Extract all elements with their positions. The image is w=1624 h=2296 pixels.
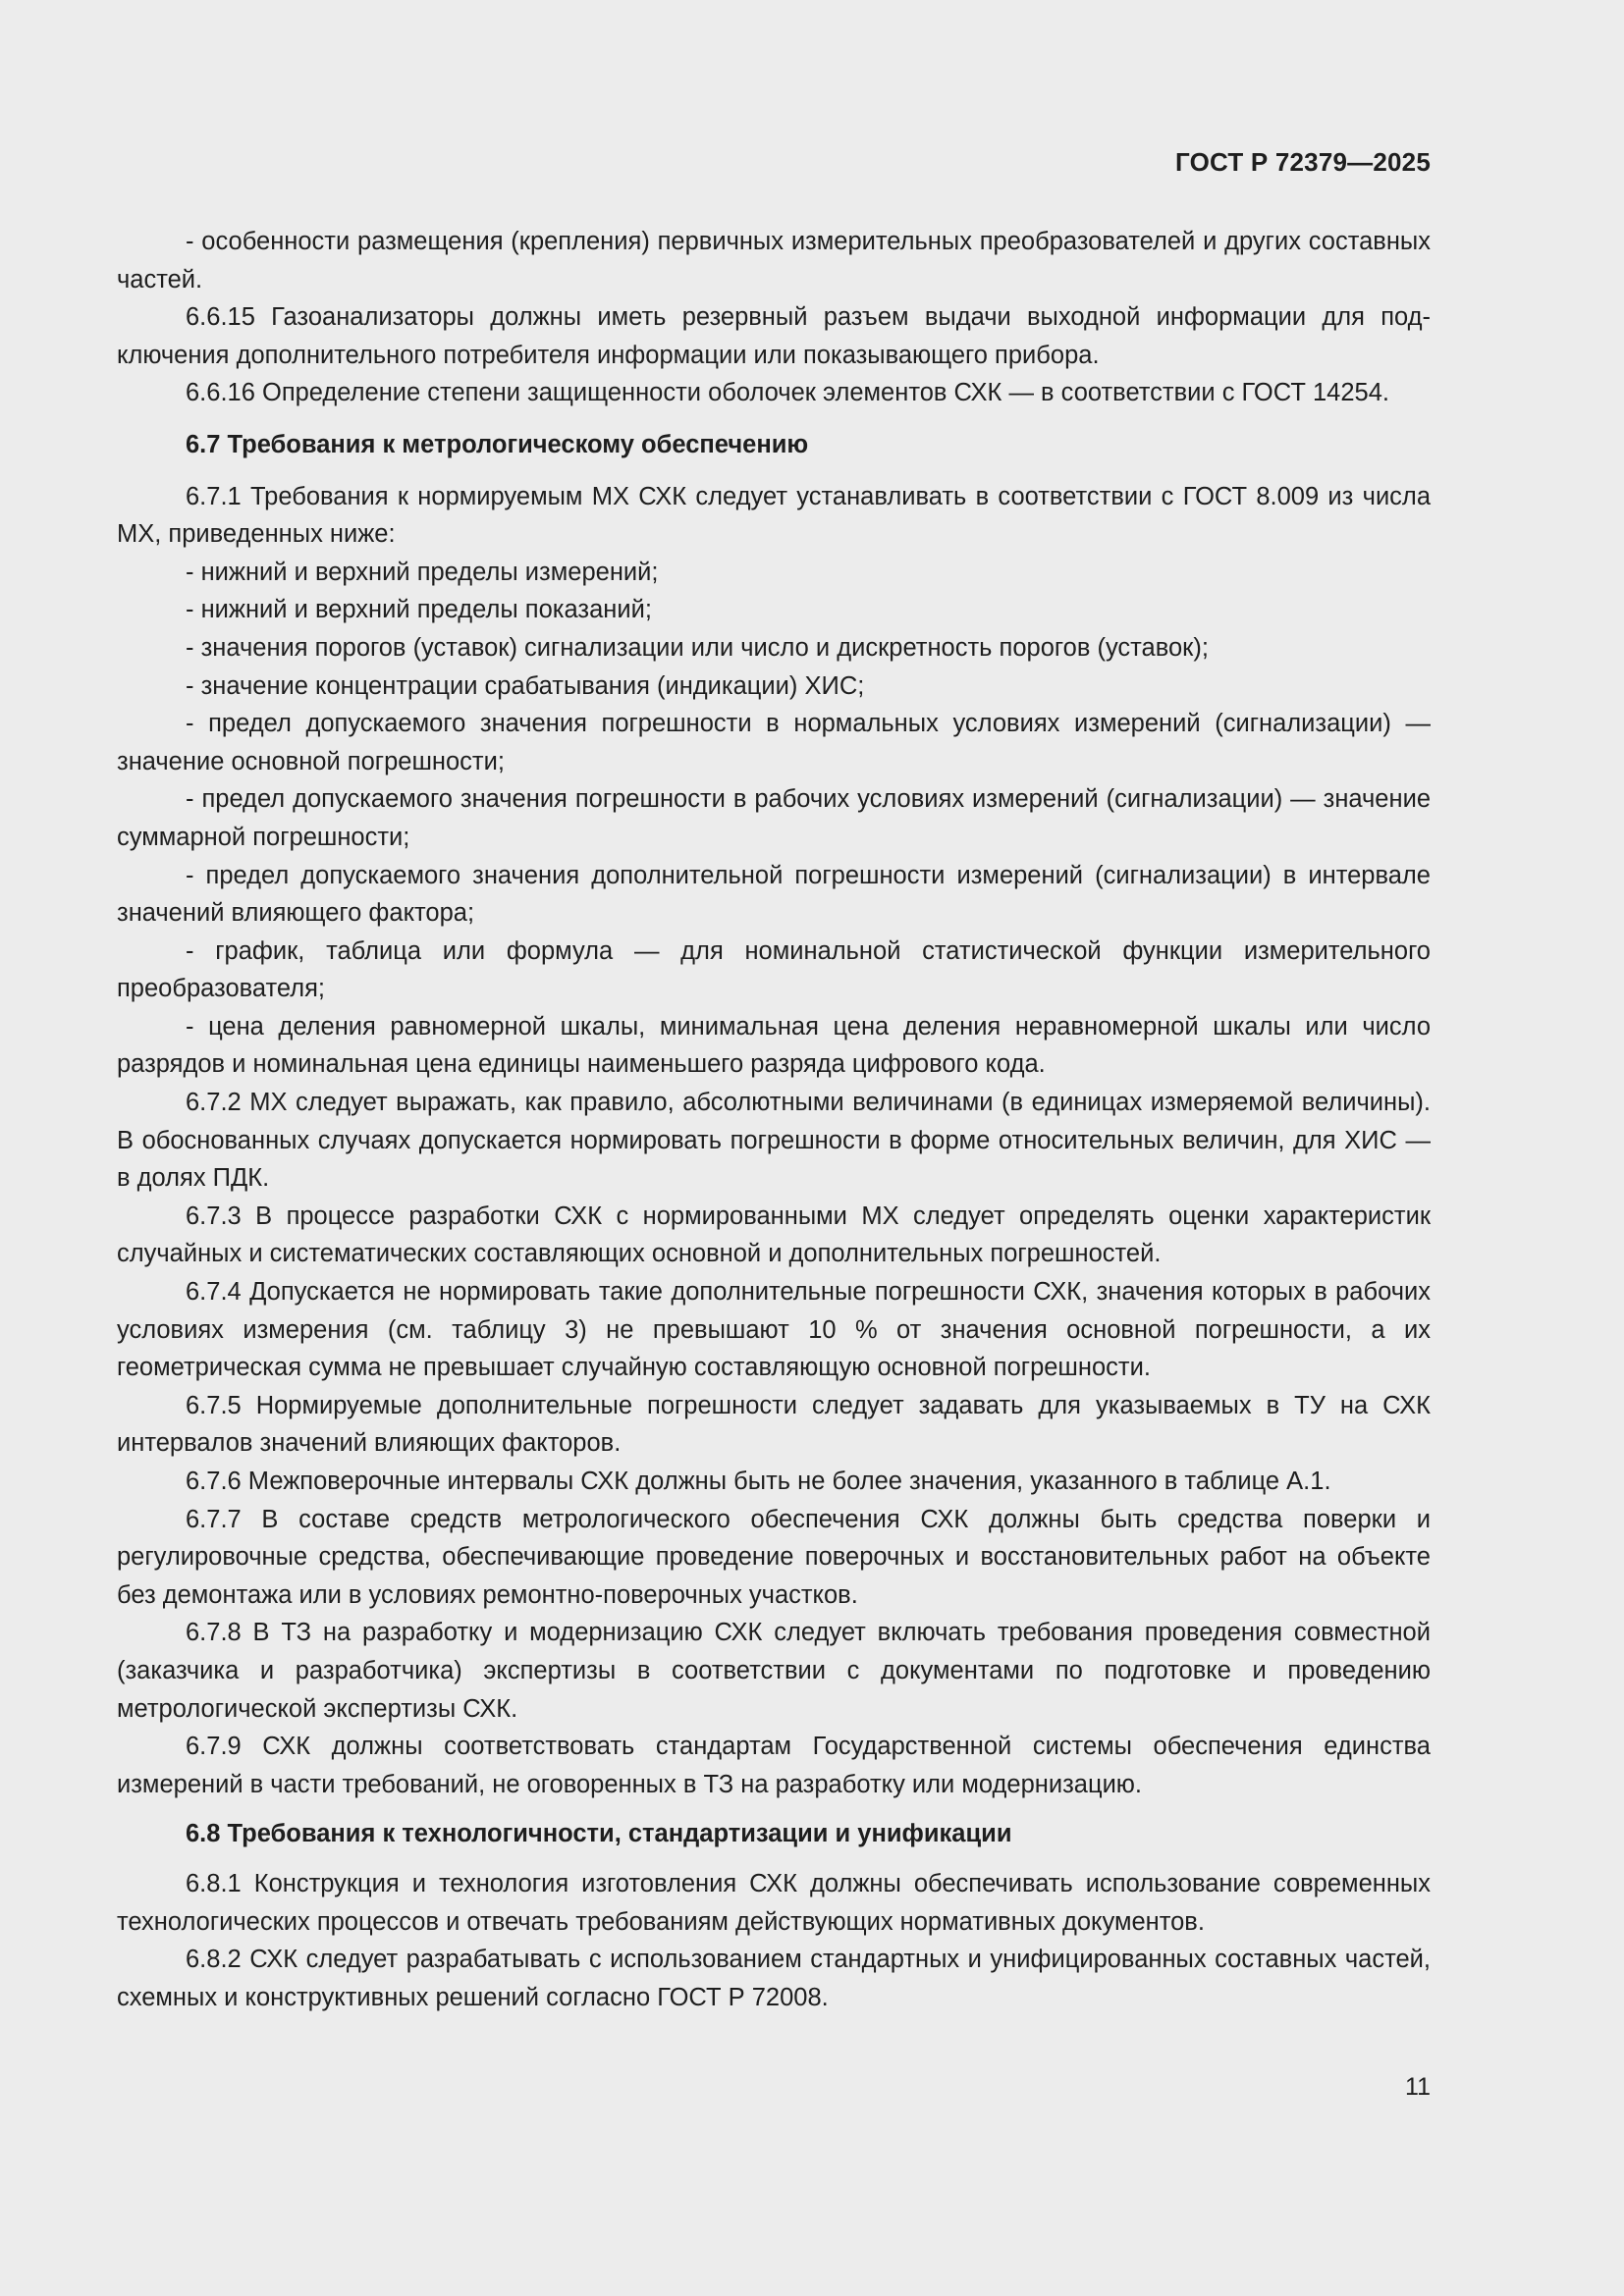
list-item: - нижний и верхний пределы показаний; xyxy=(186,596,652,624)
page-number: 11 xyxy=(1405,2073,1431,2101)
paragraph: 6.7.1 Требования к нормируемым МХ СХК следует устанавливать в соответствии с ГОСТ 8.009 из числа МХ, приведенных ниже: xyxy=(117,482,1431,549)
paragraph: 6.7.4 Допускается не нормировать такие дополнительные погрешности СХК, значения которых в рабочих условиях измерения (см. таблицу 3) не превышают 10 % от значения основной погрешности, а их геометрическая сумма не превышает случайную составляющую основной погрешности. xyxy=(117,1278,1431,1382)
list-item: - значение концентрации срабатывания (индикации) ХИС; xyxy=(186,671,865,700)
paragraph: 6.7.9 СХК должны соответствовать стандартам Государственной системы обеспечения единства измерений в части требований, не оговоренных в ТЗ на разработку или модернизацию. xyxy=(117,1733,1431,1798)
paragraph: 6.7.7 В составе средств метрологического обеспечения СХК должны быть средства поверки и регулировочные средства, обеспечивающие проведение поверочных и восстановительных работ на объекте без демонтажа или в условиях ремонтно-поверочных участков. xyxy=(117,1505,1431,1609)
paragraph: 6.7.5 Нормируемые дополнительные погрешности следует задавать для указываемых в ТУ на СХК интервалов значений влияющих факторов. xyxy=(117,1391,1431,1458)
list-item: - график, таблица или формула — для номинальной статистической функции измерительного преобразователя; xyxy=(117,936,1431,1003)
paragraph: - особенности размещения (крепления) первичных измерительных преобразователей и других составных частей. xyxy=(117,228,1431,294)
section-heading-6-7: 6.7 Требования к метрологическому обеспечению xyxy=(186,430,809,458)
list-item: - предел допускаемого значения погрешности в рабочих условиях измерений (сигнализации) — значение суммарной погрешности; xyxy=(117,785,1431,851)
list-item: - нижний и верхний пределы измерений; xyxy=(186,558,659,586)
paragraph: 6.7.3 В процессе разработки СХК с нормированными МХ следует определять оценки характеристик случайных и систематических составляющих основной и дополнительных погрешностей. xyxy=(117,1201,1431,1268)
paragraph: 6.7.2 МХ следует выражать, как правило, абсолютными величинами (в единицах измеряемой величины). В обоснованных случаях допускается нормировать погрешности в форме относительных величин, для ХИС — в долях ПДК. xyxy=(117,1089,1431,1193)
paragraph: 6.6.15 Газоанализаторы должны иметь резервный разъем выдачи выходной информации для подключения дополнительного потребителя информации или показывающего прибора. xyxy=(117,303,1431,369)
paragraph: 6.8.1 Конструкция и технология изготовления СХК должны обеспечивать использование современных технологических процессов и отвечать требованиям действующих нормативных документов. xyxy=(117,1869,1431,1936)
paragraph: 6.6.16 Определение степени защищенности оболочек элементов СХК — в соответствии с ГОСТ 14254. xyxy=(186,379,1389,407)
list-item: - цена деления равномерной шкалы, минимальная цена деления неравномерной шкалы или число разрядов и номинальная цена единицы наименьшего разряда цифрового кода. xyxy=(117,1012,1431,1079)
section-heading-6-8: 6.8 Требования к технологичности, стандартизации и унификации xyxy=(186,1820,1012,1848)
paragraph: 6.7.8 В ТЗ на разработку и модернизацию СХК следует включать требования проведения совместной (заказчика и разработчика) экспертизы в соответствии с документами по подготовке и проведению метрологической экспертизы СХК. xyxy=(117,1619,1431,1723)
document-body xyxy=(117,223,1431,2016)
standard-code-header: ГОСТ Р 72379—2025 xyxy=(1175,147,1431,177)
paragraph: 6.8.2 СХК следует разрабатывать с использованием стандартных и унифицированных составных частей, схемных и конструктивных решений согласно ГОСТ Р 72008. xyxy=(117,1946,1431,2011)
list-item: - предел допускаемого значения погрешности в нормальных условиях измерений (сигнализации) — значение основной погрешности; xyxy=(117,710,1431,775)
list-item: - значения порогов (уставок) сигнализации или число и дискретность порогов (уставок); xyxy=(186,633,1209,662)
list-item: - предел допускаемого значения дополнительной погрешности измерений (сигнализации) в интервале значений влияющего фактора; xyxy=(117,861,1431,928)
paragraph: 6.7.6 Межповерочные интервалы СХК должны быть не более значения, указанного в таблице А.1. xyxy=(186,1468,1331,1495)
